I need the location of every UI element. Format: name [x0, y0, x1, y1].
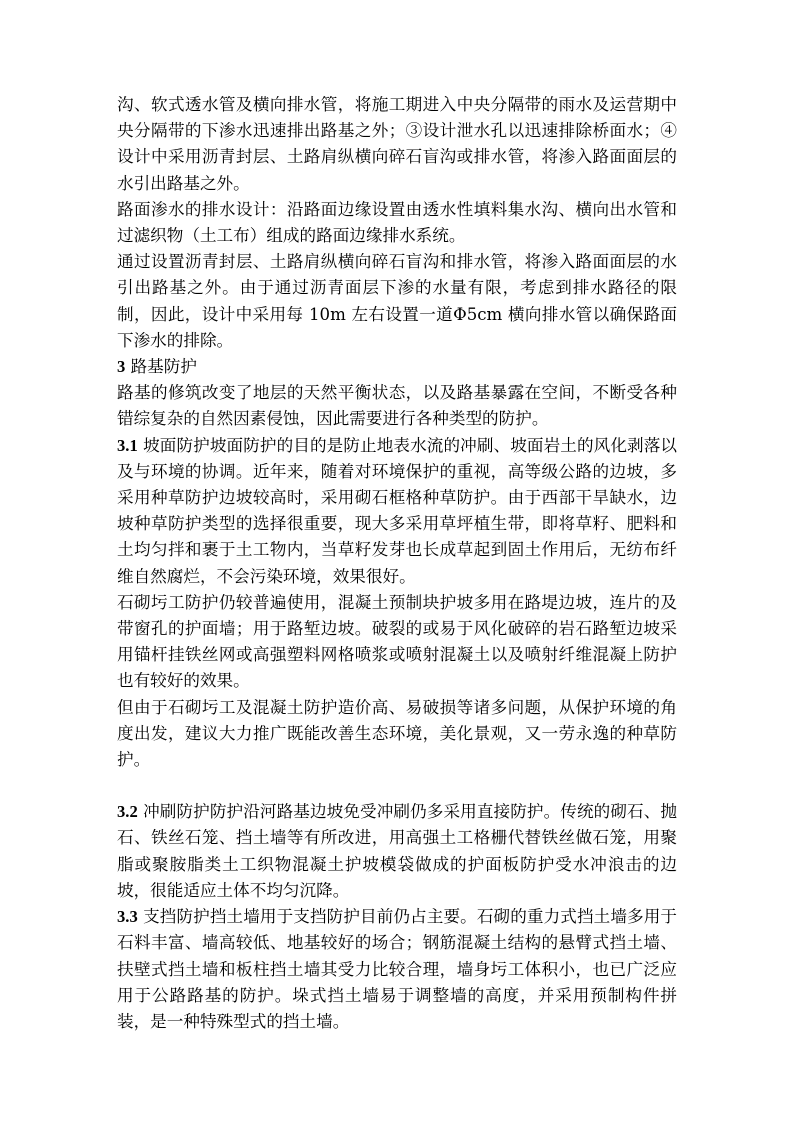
- paragraph-asphalt-seal: 通过设置沥青封层、土路肩纵横向碎石盲沟和排水管，将渗入路面面层的水引出路基之外。由于通过沥青面层下渗的水量有限，考虑到排水路径的限制，因此，设计中采用每 10m 左右设置一道Φ5cm 横向排水管以确保路面下渗水的排除。: [117, 252, 677, 350]
- section-number: 3.2: [117, 802, 138, 822]
- paragraph-subgrade-intro: 路基的修筑改变了地层的天然平衡状态，以及路基暴露在空间，不断受各种错综复杂的自然因素侵蚀，因此需要进行各种类型的防护。: [117, 383, 677, 429]
- section-number: 3.3: [117, 907, 138, 927]
- section-title: 路基防护: [125, 357, 197, 377]
- paragraph-pavement-seepage: 路面渗水的排水设计：沿路面边缘设置由透水性填料集水沟、横向出水管和过滤织物（土工布）组成的路面边缘排水系统。: [117, 199, 677, 246]
- section-number: 3: [117, 357, 126, 377]
- paragraph-recommendation: 但由于石砌圬工及混凝土防护造价高、易破损等诸多问题，从保护环境的角度出发，建议大力推广既能改善生态环境，美化景观，又一劳永逸的种草防护。: [117, 697, 677, 770]
- paragraph-text: 冲刷防护防护沿河路基边坡免受冲刷仍多采用直接防护。传统的砌石、抛石、铁丝石笼、挡土墙等有所改进，用高强土工格栅代替铁丝做石笼，用聚脂或聚胺脂类土工织物混凝土护坡模袋做成的护面板防护受水冲浪击的边坡，很能适应土体不均匀沉降。: [117, 802, 677, 900]
- document-page: [117, 92, 677, 1035]
- paragraph-retaining-protection: [117, 904, 677, 1035]
- paragraph-masonry: 石砌圬工防护仍较普遍使用，混凝土预制块护坡多用在路堤边坡，连片的及带窗孔的护面墙；用于路堑边坡。破裂的或易于风化破碎的岩石路堑边坡采用锚杆挂铁丝网或高强塑料网格喷浆或喷射混凝土以及喷射纤维混凝上防护也有较好的效果。: [117, 592, 677, 691]
- paragraph-drainage-continued: 沟、软式透水管及横向排水管，将施工期进入中央分隔带的雨水及运营期中央分隔带的下渗水迅速排出路基之外；③设计泄水孔以迅速排除桥面水；④设计中采用沥青封层、土路肩纵横向碎石盲沟或排水管，将渗入路面面层的水引出路基之外。: [117, 95, 677, 193]
- section-number: 3.1: [117, 435, 138, 455]
- section-heading-3: [117, 354, 677, 380]
- paragraph-text: 支挡防护挡土墙用于支挡防护目前仍占主要。石砌的重力式挡土墙多用于石料丰富、墙高较低、地基较好的场合；钢筋混凝土结构的悬臂式挡土墙、扶壁式挡土墙和板柱挡土墙其受力比较合理，墙身圬工体积小，也已广泛应用于公路路基的防护。垛式挡土墙易于调整墙的高度，并采用预制构件拼装，是一种特殊型式的挡土墙。: [117, 907, 677, 1031]
- paragraph-slope-protection: [117, 433, 677, 590]
- paragraph-text: 坡面防护坡面防护的目的是防止地表水流的冲刷、坡面岩土的风化剥落以及与环境的协调。近年来，随着对环境保护的重视，高等级公路的边坡，多采用种草防护边坡较高时，采用砌石框格种草防护。由于西部干旱缺水，边坡种草防护类型的选择很重要，现大多采用草坪植生带，即将草籽、肥料和土均匀拌和裹于土工物内，当草籽发芽也长成草起到固土作用后，无纺布纤维自然腐烂，不会污染环境，效果很好。: [117, 435, 677, 586]
- blank-line: [117, 773, 677, 799]
- paragraph-scour-protection: [117, 799, 677, 904]
